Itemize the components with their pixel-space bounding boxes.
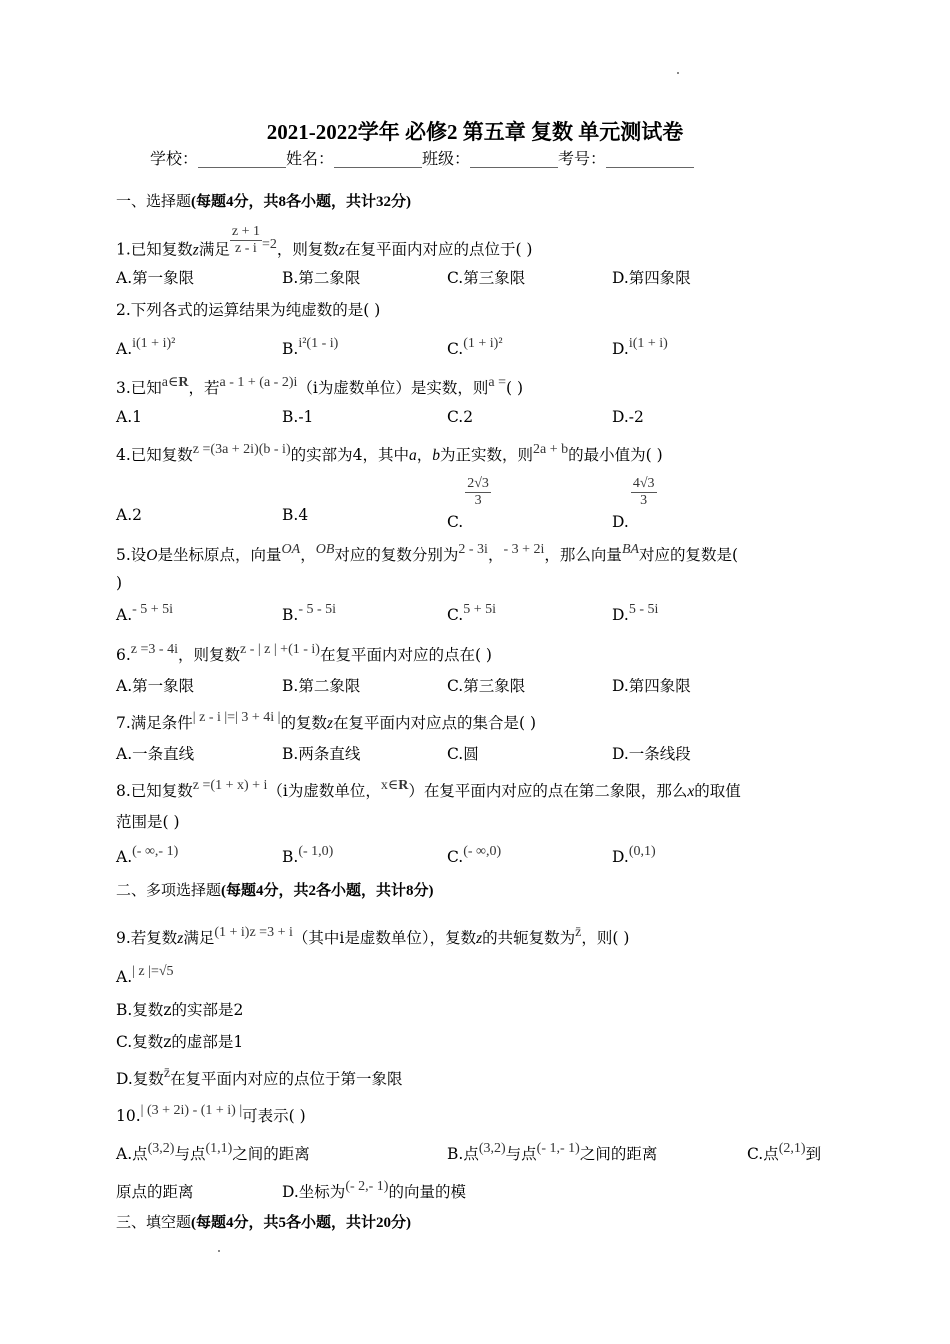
option-c[interactable] [447,844,502,867]
numerator: 4√3 [632,476,655,491]
var: a [408,447,417,464]
math: i(1 + i) [628,336,668,351]
math: a = [488,375,506,390]
option-b[interactable]: B.两条直线 [282,745,361,763]
q-text: 是坐标原点，向量 [157,546,282,564]
option-a[interactable] [116,964,174,987]
opt-letter: D. [612,606,629,624]
option-a[interactable]: A.第一象限 [116,269,195,287]
opt-letter: C. [447,340,464,358]
q-text: （i为虚数单位， [267,782,381,800]
math: (2,1) [778,1141,806,1156]
q-text: 与点 [174,1145,206,1163]
numerator: 2√3 [467,476,489,491]
q-text: 与点 [505,1145,537,1163]
q-text: 的实部为4，其中 [290,446,409,464]
math: 5 + 5i [463,602,497,617]
math: - 5 - 5i [298,602,337,617]
question-10 [116,1104,306,1126]
opt-letter: A. [116,968,133,986]
q-text: C.点 [747,1145,779,1163]
q-text: 8.已知复数 [116,782,193,800]
math-part: a∈ [161,375,179,390]
opt-letter: A. [116,848,133,866]
math: (0,1) [628,844,656,859]
q-text: 1.已知复数 [116,240,193,259]
math: i²(1 - i) [298,336,339,351]
math: | z |=√5 [132,964,174,979]
option-c[interactable]: C.2 [447,408,474,426]
page-title: 2021-2022学年 必修2 第五章 复数 单元测试卷 [266,120,684,144]
option-d[interactable]: D.第四象限 [612,677,691,695]
option-c[interactable]: C.圆 [447,745,479,763]
option-c[interactable] [747,1142,821,1164]
math [162,375,189,390]
option-b[interactable] [282,602,337,625]
math [381,778,409,793]
section-label: 三、填空题 [116,1213,192,1231]
math: (1 + i)z =3 + i [214,925,293,940]
option-a[interactable]: A.1 [116,408,142,426]
option-d[interactable]: D.-2 [612,408,644,426]
math: 5 - 5i [628,602,659,617]
q-text: ，则( ) [581,929,630,947]
opt-letter: A. [116,606,133,624]
q-text: 的取值 [694,782,741,800]
section-scoring: (每题4分，共5各小题，共计20分) [191,1215,412,1231]
opt-letter: D. [612,340,629,358]
opt-letter: C. [447,848,464,866]
option-a[interactable] [116,844,179,867]
conjugate-z: z̄ [575,925,582,940]
opt-letter: A. [116,340,133,358]
q-text: 之间的距离 [579,1145,658,1163]
option-c-continued: 原点的距离 [116,1183,194,1201]
math: z =3 - 4i [130,642,178,657]
vector-oa: OA [281,542,301,557]
option-d[interactable] [612,476,657,531]
var: z [338,241,345,259]
q-text: （i为虚数单位）是实数，则 [297,379,489,397]
opt-letter: B. [282,606,299,624]
q-text: ，若 [188,379,220,397]
question-2: 2.下列各式的运算结果为纯虚数的是( ) [116,301,381,319]
option-c[interactable] [447,476,491,531]
fraction [631,476,657,509]
section-scoring: (每题4分，共2各小题，共计8分) [221,883,434,899]
math: =2 [261,236,277,252]
fraction [465,476,491,509]
denominator: z - i [235,241,257,256]
q-text: ，则复数 [177,646,240,664]
question-3 [116,376,523,398]
math: (- 1,0) [298,844,334,859]
reals-symbol: R [178,375,189,390]
q-text: ，则复数 [276,240,339,259]
option-b[interactable]: B.第二象限 [282,269,361,287]
option-c[interactable]: C.复数z的虚部是1 [116,1033,244,1051]
q-text: ) [116,574,123,592]
math: z =(3a + 2i)(b - i) [192,442,291,457]
math-part: x∈ [380,778,399,793]
var: b [432,447,440,464]
question-1 [116,224,533,267]
q-text: 9.若复数 [116,929,178,947]
q-text: 的向量的模 [388,1183,466,1201]
math: i(1 + i)² [132,336,176,351]
q-text: 的复数 [280,714,327,732]
option-c[interactable] [447,336,503,359]
q-text: D.复数 [116,1070,164,1088]
question-9 [116,926,629,948]
q-text: 范围是( ) [116,813,180,831]
q-text: ，那么向量 [544,546,622,564]
denominator: 3 [474,493,482,508]
option-b[interactable] [282,844,334,867]
question-6 [116,643,492,665]
option-b[interactable]: B.-1 [282,408,314,426]
q-text: A.点 [116,1145,148,1163]
option-b[interactable]: B.4 [282,506,309,524]
student-info-line: 学校：___________姓名：___________班级：___________考号：___________ [150,149,695,168]
option-b[interactable] [447,1142,657,1164]
math: - 3 + 2i [503,542,545,557]
section-3-heading [116,1211,411,1232]
math: (3,2) [147,1141,175,1156]
q-text: 6. [116,646,131,664]
option-a[interactable] [116,602,174,625]
var: z [326,715,334,732]
q-text: 在复平面内对应的点位于第一象限 [170,1070,403,1088]
speck [218,1250,220,1252]
q-text: 可表示( ) [242,1107,306,1125]
opt-letter: C. [447,512,464,531]
section-scoring: (每题4分，共8各小题，共计32分) [191,194,412,210]
conjugate-z: z̄ [163,1066,171,1081]
numerator: z + 1 [231,224,260,239]
q-text: 3.已知 [116,379,162,397]
option-b[interactable] [282,336,339,359]
q-text: ， [416,446,433,464]
q-text: 7.满足条件 [116,714,193,732]
option-d[interactable] [612,602,659,625]
q-text: 在复平面内对应点的集合是( ) [333,714,537,732]
question-8 [116,779,741,801]
q-text: 在复平面内对应的点位于( ) [344,240,533,259]
section-2-heading [116,879,434,900]
question-4 [116,443,663,465]
option-a[interactable] [116,336,176,359]
math: | (3 + 2i) - (1 + i) | [140,1103,243,1118]
q-text: 10. [116,1107,141,1125]
option-a[interactable] [116,1142,310,1164]
option-c[interactable] [447,602,497,625]
opt-letter: B. [282,340,299,358]
vector-ba: BA [621,542,640,557]
math: (3,2) [478,1141,506,1156]
var: x [687,783,695,800]
math: (- ∞,- 1) [132,844,179,859]
option-b[interactable]: B.复数z的实部是2 [116,1001,244,1019]
math: - 5 + 5i [132,602,174,617]
var: z [177,930,184,947]
opt-letter: B. [282,848,299,866]
q-text: ， [487,546,504,564]
math: (- ∞,0) [463,844,502,859]
q-text: D.坐标为 [282,1183,346,1201]
speck [677,72,679,74]
q-text: 5.设 [116,546,147,564]
option-d[interactable]: D.一条线段 [612,745,691,763]
option-c[interactable]: C.第三象限 [447,269,526,287]
q-text: 为正实数，则 [440,446,534,464]
q-text: 满足 [198,240,230,259]
q-text: 之间的距离 [232,1145,310,1163]
fraction [230,224,262,257]
q-text: 到 [805,1145,822,1163]
q-text: 4.已知复数 [116,446,193,464]
math: (- 2,- 1) [345,1179,389,1194]
var: z [476,930,483,947]
option-d[interactable] [612,844,656,867]
q-text: ）在复平面内对应的点在第二象限，那么 [408,782,688,800]
opt-letter: D. [612,848,629,866]
section-label: 一、选择题 [116,192,192,210]
math: (- 1,- 1) [536,1141,580,1156]
opt-letter: C. [447,606,464,624]
option-a[interactable]: A.第一象限 [116,677,195,695]
q-text: ， [300,546,316,564]
math: a - 1 + (a - 2)i [219,375,298,390]
opt-letter: D. [612,512,629,531]
math: 2 - 3i [458,542,488,557]
option-a[interactable]: A.2 [116,506,142,524]
math: | z - i |=| 3 + 4i | [192,710,281,725]
section-1-heading [116,190,411,211]
q-text: 对应的复数分别为 [334,546,459,564]
q-text: ( ) [505,379,523,397]
math: 2a + b [533,442,569,457]
question-5 [116,543,738,565]
option-d[interactable] [116,1067,403,1089]
var: z [192,241,199,259]
math: z =(1 + x) + i [192,778,268,793]
option-c[interactable]: C.第三象限 [447,677,526,695]
q-text: 在复平面内对应的点在( ) [319,646,492,664]
option-d[interactable] [282,1180,466,1202]
vector-ob: OB [315,542,335,557]
question-7 [116,711,536,733]
option-b[interactable]: B.第二象限 [282,677,361,695]
q-text: 的最小值为( ) [568,446,663,464]
q-text: 满足 [183,929,215,947]
q-text: 的共轭复数为 [482,929,576,947]
option-a[interactable]: A.一条直线 [116,745,195,763]
math: (1,1) [205,1141,233,1156]
math: (1 + i)² [463,336,503,351]
var: O [146,547,158,564]
q-text: B.点 [447,1145,479,1163]
option-d[interactable] [612,336,668,359]
q-text: 对应的复数是( [639,546,739,564]
reals-symbol: R [398,778,409,793]
section-label: 二、多项选择题 [116,881,222,899]
math: z - | z | +(1 - i) [239,642,320,657]
q-text: （其中i是虚数单位），复数 [292,929,477,947]
denominator: 3 [640,493,648,508]
option-d[interactable]: D.第四象限 [612,269,691,287]
